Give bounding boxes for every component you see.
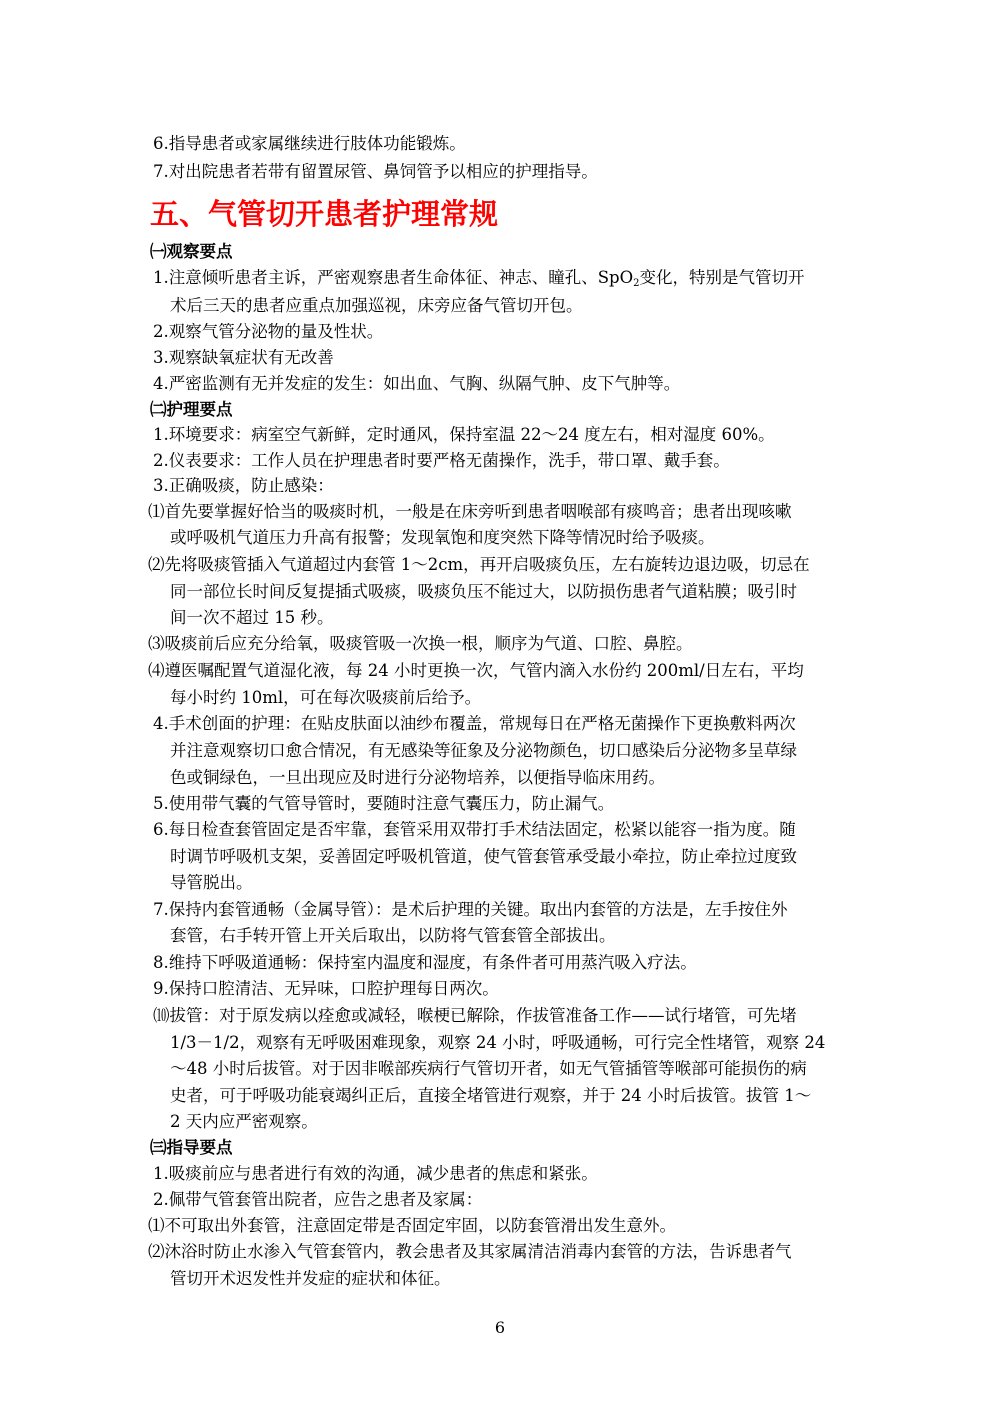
observe-item-1-text: 1.注意倾听患者主诉，严密观察患者生命体征、神志、瞳孔、SpO — [153, 268, 634, 287]
care-item-10: ⑽拔管：对于原发病以痊愈或减轻，喉梗已解除，作拔管准备工作——试行堵管，可先堵 — [153, 1006, 797, 1025]
guide-para-2: ⑵沐浴时防止水渗入气管套管内，教会患者及其家属清洁消毒内套管的方法，告诉患者气 — [148, 1242, 792, 1261]
guide-para-1: ⑴不可取出外套管，注意固定带是否固定牢固，以防套管滑出发生意外。 — [148, 1216, 676, 1235]
section-title: 五、气管切开患者护理常规 — [150, 197, 499, 231]
care-para-1: ⑴首先要掌握好恰当的吸痰时机，一般是在床旁听到患者咽喉部有痰鸣音；患者出现咳嗽 — [148, 502, 792, 521]
care-item-3: 3.正确吸痰，防止感染： — [153, 476, 334, 495]
observe-item-1-text-end: 变化，特别是气管切开 — [639, 268, 805, 287]
care-para-2: ⑵先将吸痰管插入气道超过内套管 1～2cm，再开启吸痰负压，左右旋转边退边吸，切忌在 — [148, 555, 810, 574]
care-item-7: 7.保持内套管通畅（金属导管）：是术后护理的关键。取出内套管的方法是，左手按住外 — [153, 900, 788, 919]
care-para-2-cont-1: 同一部位长时间反复提插式吸痰，吸痰负压不能过大，以防损伤患者气道粘膜；吸引时 — [170, 582, 797, 601]
guide-heading: ㈢指导要点 — [150, 1138, 233, 1157]
care-para-1-cont: 或呼吸机气道压力升高有报警；发现氧饱和度突然下降等情况时给予吸痰。 — [170, 528, 715, 547]
care-item-6-cont-1: 时调节呼吸机支架，妥善固定呼吸机管道，使气管套管承受最小牵拉，防止牵拉过度致 — [170, 847, 797, 866]
observe-item-3: 3.观察缺氧症状有无改善 — [153, 348, 334, 367]
observe-item-1 — [153, 268, 805, 288]
care-para-3: ⑶吸痰前后应充分给氧，吸痰管吸一次换一根，顺序为气道、口腔、鼻腔。 — [148, 634, 693, 653]
care-item-6-cont-2: 导管脱出。 — [170, 873, 253, 892]
guide-para-2-cont: 管切开术迟发性并发症的症状和体征。 — [170, 1269, 451, 1288]
care-item-5: 5.使用带气囊的气管导管时，要随时注意气囊压力，防止漏气。 — [153, 794, 615, 813]
care-item-4: 4.手术创面的护理：在贴皮肤面以油纱布覆盖，常规每日在严格无菌操作下更换敷料两次 — [153, 714, 796, 733]
care-para-2-cont-2: 间一次不超过 15 秒。 — [170, 608, 334, 627]
intro-item-6: 6.指导患者或家属继续进行肢体功能锻炼。 — [153, 134, 466, 153]
care-item-10-cont-2: ～48 小时后拔管。对于因非喉部疾病行气管切开者，如无气管插管等喉部可能损伤的病 — [170, 1059, 807, 1078]
care-heading: ㈡护理要点 — [150, 400, 233, 419]
care-item-1: 1.环境要求：病室空气新鲜，定时通风，保持室温 22～24 度左右，相对湿度 60%。 — [153, 425, 775, 444]
care-para-4-cont: 每小时约 10ml，可在每次吸痰前后给予。 — [170, 688, 482, 707]
care-item-10-cont-3: 史者，可于呼吸功能衰竭纠正后，直接全堵管进行观察，并于 24 小时后拔管。拔管 1～ — [170, 1086, 812, 1105]
intro-item-7: 7.对出院患者若带有留置尿管、鼻饲管予以相应的护理指导。 — [153, 162, 598, 181]
observe-item-1-cont: 术后三天的患者应重点加强巡视，床旁应备气管切开包。 — [170, 296, 583, 315]
observe-heading: ㈠观察要点 — [150, 242, 233, 261]
care-item-9: 9.保持口腔清洁、无异味，口腔护理每日两次。 — [153, 979, 499, 998]
observe-item-4: 4.严密监测有无并发症的发生：如出血、气胸、纵隔气肿、皮下气肿等。 — [153, 374, 681, 393]
guide-item-1: 1.吸痰前应与患者进行有效的沟通，减少患者的焦虑和紧张。 — [153, 1164, 598, 1183]
care-item-4-cont-1: 并注意观察切口愈合情况，有无感染等征象及分泌物颜色，切口感染后分泌物多呈草绿 — [170, 741, 797, 760]
care-item-10-cont-4: 2 天内应严密观察。 — [170, 1112, 318, 1131]
page-number: 6 — [494, 1318, 506, 1337]
care-item-2: 2.仪表要求：工作人员在护理患者时要严格无菌操作，洗手，带口罩、戴手套。 — [153, 451, 730, 470]
care-item-7-cont: 套管，右手转开管上开关后取出，以防将气管套管全部拔出。 — [170, 926, 616, 945]
care-para-4: ⑷遵医嘱配置气道湿化液，每 24 小时更换一次，气管内滴入水份约 200ml/日左右，平均 — [148, 661, 804, 680]
care-item-8: 8.维持下呼吸道通畅：保持室内温度和湿度，有条件者可用蒸汽吸入疗法。 — [153, 953, 697, 972]
guide-item-2: 2.佩带气管套管出院者，应告之患者及家属： — [153, 1190, 483, 1209]
observe-item-2: 2.观察气管分泌物的量及性状。 — [153, 322, 384, 341]
care-item-4-cont-2: 色或铜绿色，一旦出现应及时进行分泌物培养，以便指导临床用药。 — [170, 768, 665, 787]
care-item-10-cont-1: 1/3－1/2，观察有无呼吸困难现象，观察 24 小时，呼吸通畅，可行完全性堵管，观察 24 — [170, 1033, 826, 1052]
care-item-6: 6.每日检查套管固定是否牢靠，套管采用双带打手术结法固定，松紧以能容一指为度。随 — [153, 820, 796, 839]
observe-item-1-subscript: 2 — [633, 278, 640, 289]
